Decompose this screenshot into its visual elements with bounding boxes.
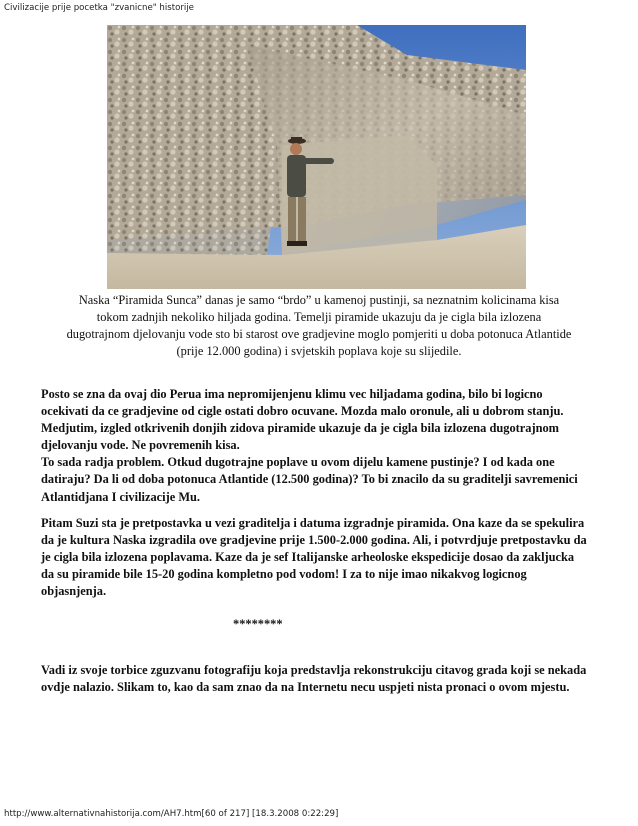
text-line: objasnjenja.: [41, 584, 107, 599]
paragraph-photograph: [41, 662, 601, 696]
text-line: djelovanju vode. Ne povremenih kisa.: [41, 438, 240, 453]
running-title: Civilizacije prije pocetka "zvanicne" historije: [4, 3, 194, 13]
text-line: Posto se zna da ovaj dio Perua ima nepromijenjenu klimu vec hiljadama godina, bilo bi logicno: [41, 387, 543, 401]
text-line: Medjutim, izgled otkrivenih donjih zidova piramide ukazuje da je cigla bila izlozena dugotrajnom: [41, 421, 559, 436]
paragraph-climate: [41, 386, 601, 506]
text-line: je cigla bila izlozena poplavama. Kaze da je sef Italijanske arheoloske ekspedicije dosao da zakljucka: [41, 550, 575, 565]
text-line: Pitam Suzi sta je pretpostavka u vezi graditelja i datuma izgradnje piramida. Ona kaze da se spekulira: [41, 516, 585, 530]
figure-caption: [44, 292, 594, 360]
source-url-footer: http://www.alternativnahistorija.com/AH7.htm[60 of 217] [18.3.2008 0:22:29]: [4, 809, 339, 819]
caption-line: dugotrajnom djelovanju vode sto bi starost ove gradjevine moglo pomjeriti u doba potonuca Atlantide: [66, 327, 572, 341]
caption-line: (prije 12.000 godina) i svjetskih poplava koje su slijedile.: [176, 344, 462, 358]
text-line: da su piramide bile 15-20 godina kompletno pod vodom! I za to nije imao nikakvog logicnog: [41, 567, 527, 582]
paragraph-builders: [41, 515, 601, 600]
text-line: Atlantidjana I civilizacije Mu.: [41, 489, 200, 504]
pyramid-photo: [107, 25, 526, 289]
caption-line: Naska “Piramida Sunca” danas je samo “brdo” u kamenoj pustinji, sa neznatnim kolicinama kisa: [78, 293, 560, 307]
text-line: datiraju? Da li od doba potonuca Atlantide (12.500 godina)? To bi znacilo da su graditelji savremenici: [41, 472, 578, 487]
caption-line: tokom zadnjih nekoliko hiljada godina. Temelji piramide ukazuju da je cigla bila izlozena: [96, 310, 542, 324]
text-line: To sada radja problem. Otkud dugotrajne poplave u ovom dijelu kamene pustinje? I od kada one: [41, 455, 555, 470]
pyramid-photo-illustration: [107, 25, 526, 289]
text-line: ovdje nalazio. Slikam to, kao da sam znao da na Internetu necu uspjeti nista pronaci o ovom mjestu.: [41, 680, 570, 695]
text-line: Vadi iz svoje torbice zguzvanu fotografiju koja predstavlja rekonstrukciju citavog grada koji se nekada: [41, 663, 587, 677]
text-line: da je kultura Naska izgradila ove gradjevine prije 1.500-2.000 godina. Ali, i potvrdjuje pretpostavku da: [41, 533, 587, 548]
section-separator: ********: [233, 617, 283, 631]
text-line: ocekivati da ce gradjevine od cigle ostati dobro ocuvane. Mozda malo oronule, ali u dobrom stanju.: [41, 404, 564, 419]
